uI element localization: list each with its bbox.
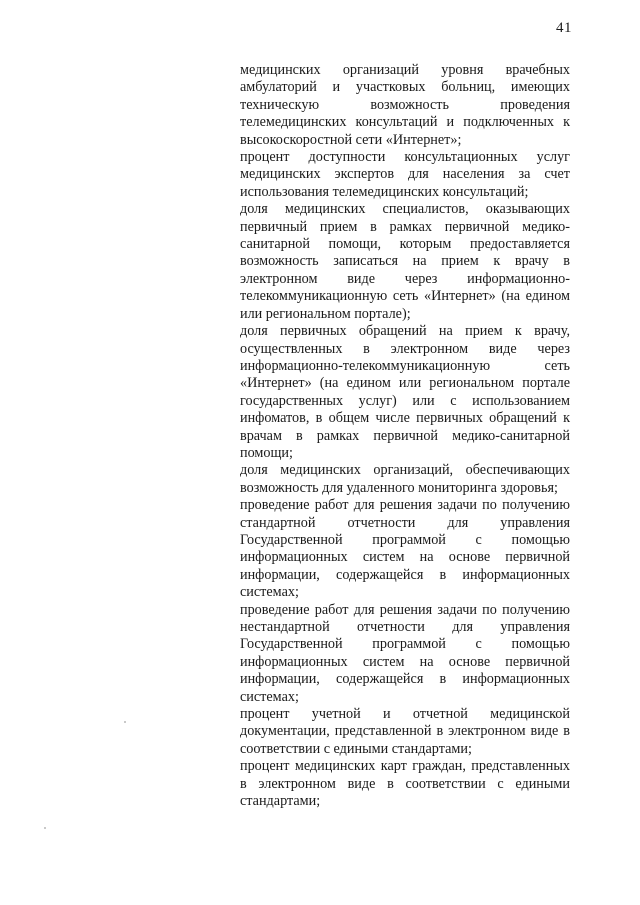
page-number: 41 — [556, 20, 572, 36]
list-item: проведение работ для решения задачи по получению стандартной отчетности для управления Государственной программой с помощью информационных систем на основе первичной информации, содержащейся в информационных системах; — [240, 497, 570, 601]
scan-speck — [44, 827, 46, 829]
list-item: доля первичных обращений на прием к врачу, осуществленных в электронном виде через информационно-телекоммуникационную сеть «Интернет» (на едином или региональном портале государственных услуг) или с использованием инфоматов, в общем числе первичных обращений к врачам в рамках первичной медико-санитарной помощи; — [240, 323, 570, 461]
list-item: процент учетной и отчетной медицинской документации, представленной в электронном виде в соответствии с едиными стандартами; — [240, 706, 570, 757]
list-item: медицинских организаций уровня врачебных амбулаторий и участковых больниц, имеющих техническую возможность проведения телемедицинских консультаций и подключенных к высокоскоростной сети «Интернет»; — [240, 62, 570, 148]
scan-speck — [124, 721, 126, 723]
list-item: процент медицинских карт граждан, представленных в электронном виде в соответствии с едиными стандартами; — [240, 758, 570, 810]
list-item: доля медицинских специалистов, оказывающих первичный прием в рамках первичной медико-санитарной помощи, которым предоставляется возможность записаться на прием к врачу в электронном виде через информационно-телекоммуникационную сеть «Интернет» (на едином или региональном портале); — [240, 201, 570, 322]
list-item: процент доступности консультационных услуг медицинских экспертов для населения за счет использования телемедицинских консультаций; — [240, 149, 570, 200]
list-item: доля медицинских организаций, обеспечивающих возможность для удаленного мониторинга здоровья; — [240, 462, 570, 496]
list-item: проведение работ для решения задачи по получению нестандартной отчетности для управления Государственной программой с помощью информационных систем на основе первичной информации, содержащейся в информационных системах; — [240, 601, 570, 705]
document-body — [240, 62, 570, 810]
